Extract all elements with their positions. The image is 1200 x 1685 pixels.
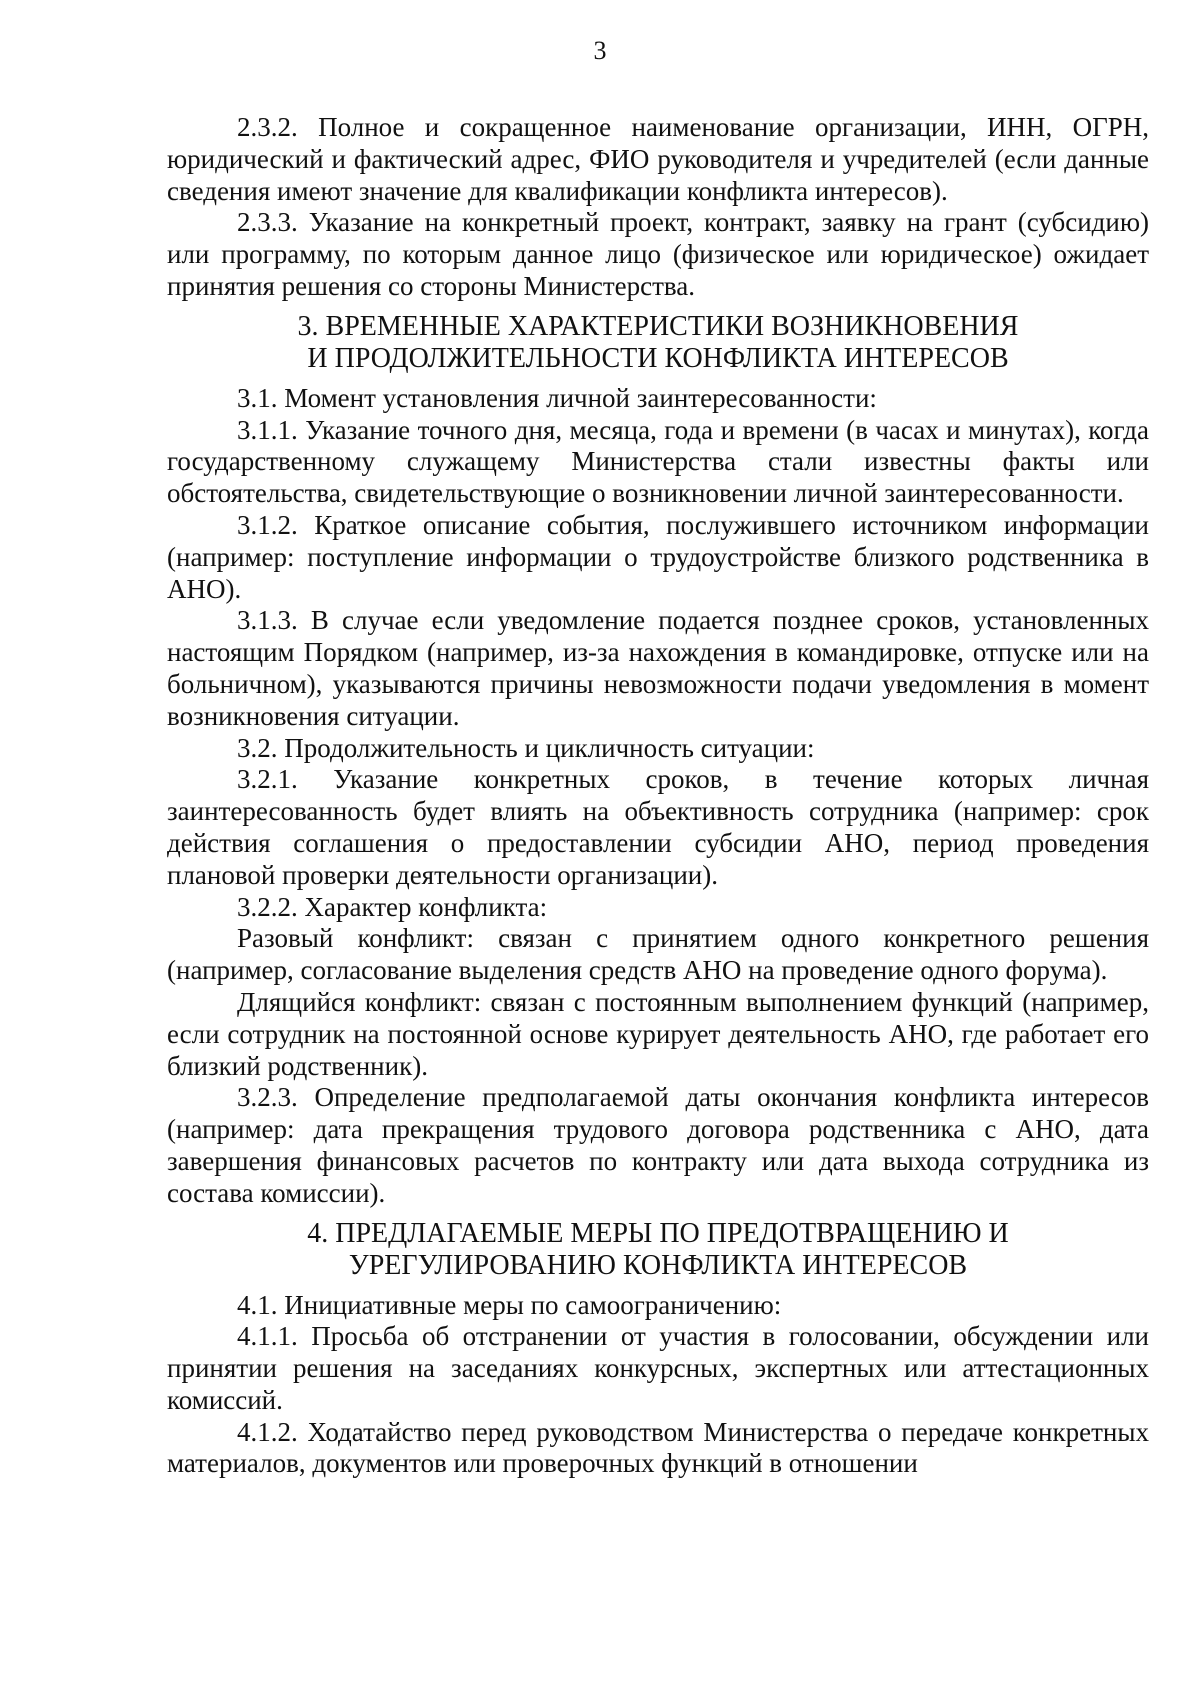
- paragraph-3-1-2: 3.1.2. Краткое описание события, послужившего источником информации (например: поступление информации о трудоустройстве близкого родственника в АНО).: [167, 509, 1149, 604]
- paragraph-3-2-3: 3.2.3. Определение предполагаемой даты окончания конфликта интересов (например: дата прекращения трудового договора родственника с АНО, дата завершения финансовых расчетов по контракту или дата выхода сотрудника из состава комиссии).: [167, 1082, 1149, 1208]
- paragraph-one-time-conflict: Разовый конфликт: связан с принятием одного конкретного решения (например, согласование выделения средств АНО на проведение одного форума).: [167, 923, 1149, 986]
- paragraph-ongoing-conflict: Длящийся конфликт: связан с постоянным выполнением функций (например, если сотрудник на постоянной основе курирует деятельность АНО, где работает его близкий родственник).: [167, 986, 1149, 1081]
- paragraph-2-3-3: 2.3.3. Указание на конкретный проект, контракт, заявку на грант (субсидию) или программу, по которым данное лицо (физическое или юридическое) ожидает принятия решения со стороны Министерства.: [167, 207, 1149, 301]
- section-heading-4-line-2: УРЕГУЛИРОВАНИЮ КОНФЛИКТА ИНТЕРЕСОВ: [348, 1249, 968, 1281]
- paragraph-4-1-2: 4.1.2. Ходатайство перед руководством Министерства о передаче конкретных материалов, документов или проверочных функций в отношении: [167, 1416, 1149, 1479]
- section-heading-3-line-2: И ПРОДОЛЖИТЕЛЬНОСТИ КОНФЛИКТА ИНТЕРЕСОВ: [307, 342, 1009, 374]
- paragraph-3-1-3: 3.1.3. В случае если уведомление подается позднее сроков, установленных настоящим Порядком (например, из-за нахождения в командировке, отпуске или на больничном), указываются причины невозможности подачи уведомления в момент возникновения ситуации.: [167, 605, 1149, 731]
- page-number: 3: [593, 36, 607, 65]
- section-heading-3: [167, 311, 1149, 375]
- section-heading-4-line-1: 4. ПРЕДЛАГАЕМЫЕ МЕРЫ ПО ПРЕДОТВРАЩЕНИЮ И: [307, 1217, 1009, 1249]
- paragraph-4-1-1: 4.1.1. Просьба об отстранении от участия в голосовании, обсуждении или принятии решения на заседаниях конкурсных, экспертных или аттестационных комиссий.: [167, 1321, 1149, 1415]
- paragraph-3-2-1: 3.2.1. Указание конкретных сроков, в течение которых личная заинтересованность будет влиять на объективность сотрудника (например: срок действия соглашения о предоставлении субсидии АНО, период проведения плановой проверки деятельности организации).: [167, 764, 1149, 890]
- paragraph-3-2: 3.2. Продолжительность и цикличность ситуации:: [237, 732, 815, 763]
- paragraph-3-1-1: 3.1.1. Указание точного дня, месяца, года и времени (в часах и минутах), когда государственному служащему Министерства стали известны факты или обстоятельства, свидетельствующие о возникновении личной заинтересованности.: [167, 414, 1149, 509]
- section-heading-4: [167, 1218, 1149, 1282]
- paragraph-3-1: 3.1. Момент установления личной заинтересованности:: [237, 382, 877, 413]
- section-heading-3-line-1: 3. ВРЕМЕННЫЕ ХАРАКТЕРИСТИКИ ВОЗНИКНОВЕНИЯ: [297, 310, 1019, 342]
- document-body: [167, 112, 1149, 1480]
- paragraph-2-3-2: 2.3.2. Полное и сокращенное наименование организации, ИНН, ОГРН, юридический и фактический адрес, ФИО руководителя и учредителей (если данные сведения имеют значение для квалификации конфликта интересов).: [167, 112, 1149, 206]
- paragraph-4-1: 4.1. Инициативные меры по самоограничению:: [237, 1289, 782, 1320]
- paragraph-3-2-2: 3.2.2. Характер конфликта:: [237, 891, 548, 922]
